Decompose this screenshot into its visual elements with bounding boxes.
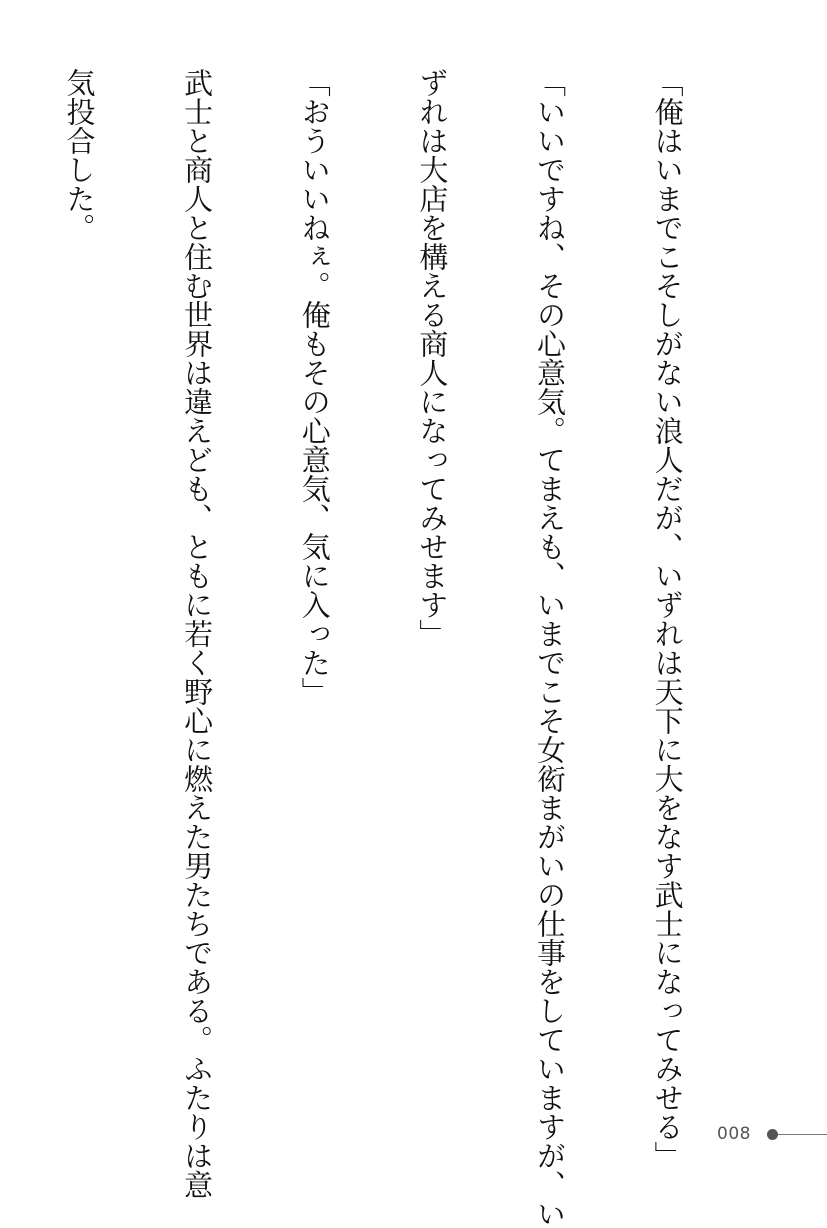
footer-rule bbox=[778, 1134, 827, 1135]
text-line: 気投合した。 bbox=[62, 68, 97, 242]
page-number: 008 bbox=[717, 1124, 751, 1144]
text-line: ずれは大店を構える商人になってみせます」 bbox=[415, 68, 450, 648]
text-line: 「俺はいまでこそしがない浪人だが、いずれは天下に大をなす武士になってみせる」 bbox=[650, 68, 685, 1170]
bullet-dot-icon bbox=[767, 1129, 778, 1140]
text-line: 「いいですね、その心意気。てまえも、いまでこそ女衒まがいの仕事をしていますが、い bbox=[532, 68, 567, 1228]
text-line: 「おういいねぇ。俺もその心意気、気に入った」 bbox=[297, 68, 332, 706]
page-footer bbox=[717, 1122, 827, 1146]
text-line: 武士と商人と住む世界は違えども、ともに若く野心に燃えた男たちである。ふたりは意 bbox=[180, 68, 215, 1199]
